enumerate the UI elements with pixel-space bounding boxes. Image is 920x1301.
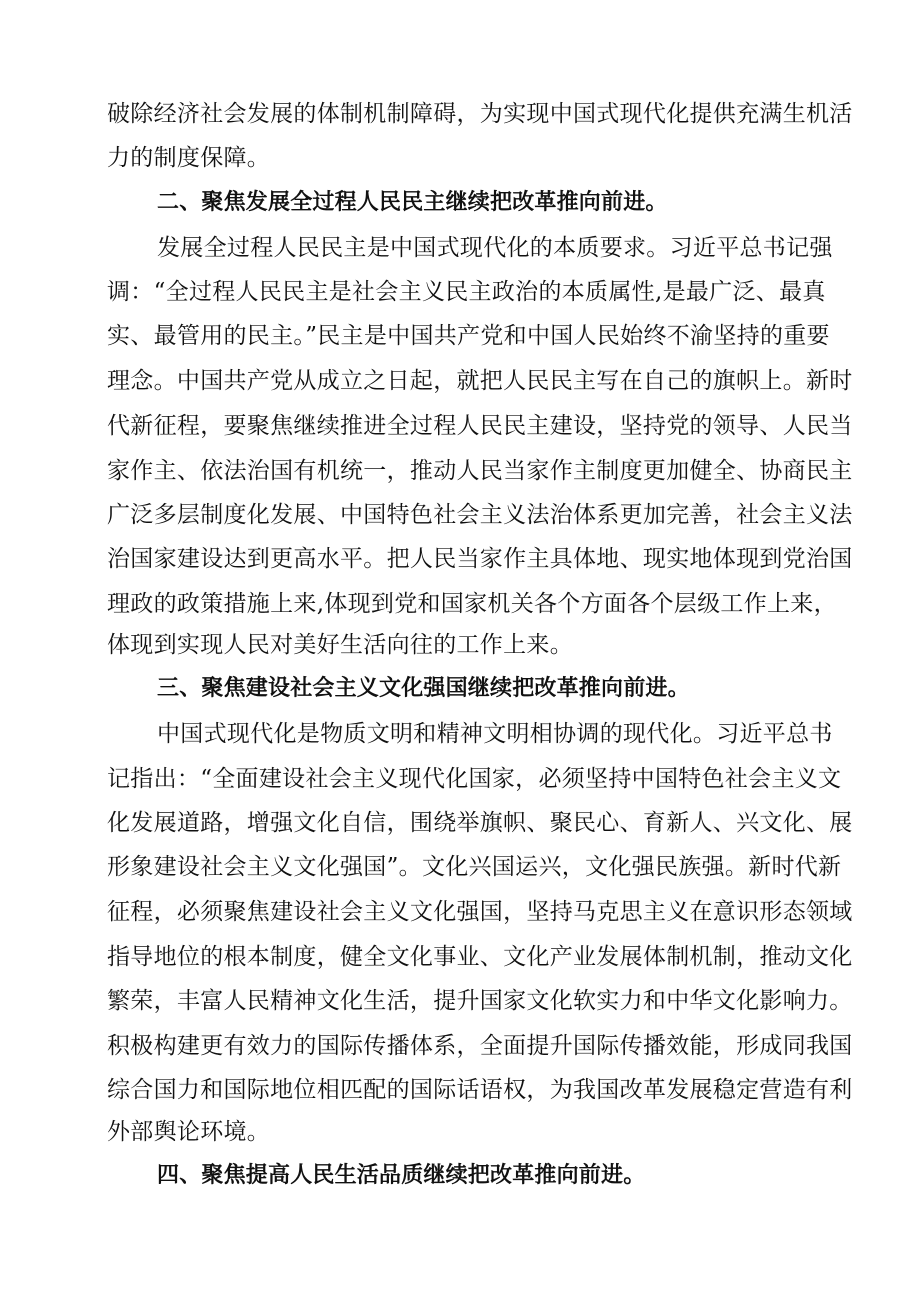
paragraph-line: 外部舆论环境。 [107,1119,271,1145]
paragraph-line: 实、最管用的民主。”民主是中国共产党和中国人民始终不渝坚持的重要 [107,323,830,349]
paragraph-line: 记指出：“全面建设社会主义现代化国家，必须坚持中国特色社会主义文 [107,766,842,792]
paragraph-line: 广泛多层制度化发展、中国特色社会主义法治体系更加完善，社会主义法 [107,502,853,528]
paragraph-line: 征程，必须聚焦建设社会主义文化强国，坚持马克思主义在意识形态领域 [107,899,853,925]
paragraph-line: 形象建设社会主义文化强国”。文化兴国运兴，文化强民族强。新时代新 [107,854,842,880]
paragraph-line: 调：“全过程人民民主是社会主义民主政治的本质属性,是最广泛、最真 [107,279,826,305]
section-heading-3: 三、聚焦建设社会主义文化强国继续把改革推向前进。 [157,676,690,701]
section-heading-4: 四、聚焦提高人民生活品质继续把改革推向前进。 [157,1163,646,1188]
section-heading-2: 二、聚焦发展全过程人民民主继续把改革推向前进。 [157,190,668,215]
paragraph-line: 积极构建更有效力的国际传播体系，全面提升国际传播效能，形成同我国 [107,1033,853,1059]
paragraph-line: 力的制度保障。 [107,145,271,171]
paragraph-line: 指导地位的根本制度，健全文化事业、文化产业发展体制机制，推动文化 [107,944,853,970]
paragraph-line: 理政的政策措施上来,体现到党和国家机关各个方面各个层级工作上来， [107,591,837,617]
paragraph-line: 综合国力和国际地位相匹配的国际话语权，为我国改革发展稳定营造有利 [107,1077,853,1103]
paragraph-line: 破除经济社会发展的体制机制障碍，为实现中国式现代化提供充满生机活 [107,101,853,127]
paragraph-line: 化发展道路，增强文化自信，围绕举旗帜、聚民心、育新人、兴文化、展 [107,810,853,836]
paragraph-line: 家作主、依法治国有机统一，推动人民当家作主制度更加健全、协商民主 [107,458,853,484]
paragraph-line: 发展全过程人民民主是中国式现代化的本质要求。习近平总书记强 [157,235,833,261]
paragraph-line: 理念。中国共产党从成立之日起，就把人民民主写在自己的旗帜上。新时 [107,368,853,394]
paragraph-line: 治国家建设达到更高水平。把人民当家作主具体地、现实地体现到党治国 [107,546,853,572]
paragraph-line: 中国式现代化是物质文明和精神文明相协调的现代化。习近平总书 [157,721,833,747]
paragraph-line: 代新征程，要聚焦继续推进全过程人民民主建设，坚持党的领导、人民当 [107,413,853,439]
paragraph-line: 繁荣，丰富人民精神文化生活，提升国家文化软实力和中华文化影响力。 [107,988,853,1014]
paragraph-line: 体现到实现人民对美好生活向往的工作上来。 [107,632,573,658]
